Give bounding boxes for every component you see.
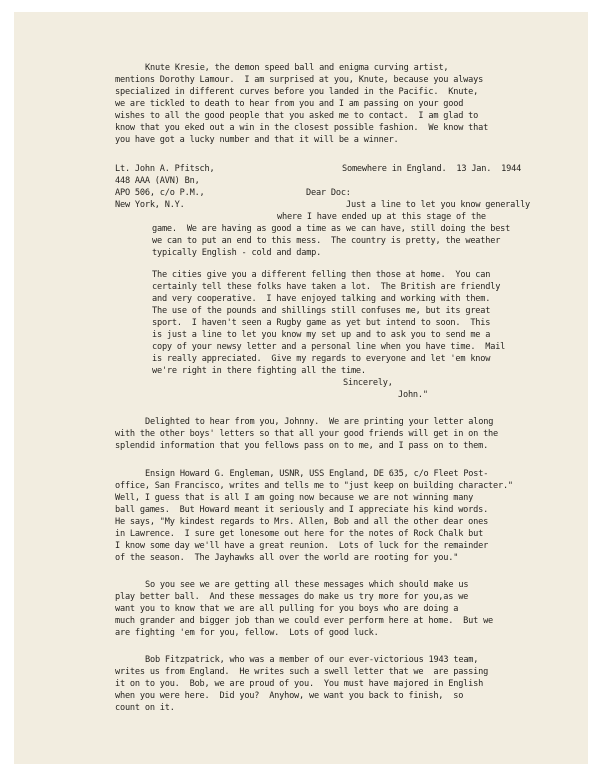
text-line: So you see we are getting all these messages which should make us bbox=[145, 580, 469, 590]
text-line: Bob Fitzpatrick, who was a member of our ever-victorious 1943 team, bbox=[145, 655, 479, 665]
text-line: play better ball. And these messages do make us try more for you,as we bbox=[115, 592, 469, 602]
closing: Sincerely, bbox=[343, 378, 393, 388]
text-line: count on it. bbox=[115, 703, 175, 713]
text-line: with the other boys' letters so that all your good friends will get in on the bbox=[115, 429, 498, 439]
text-line: I know some day we'll have a great reunion. Lots of luck for the remainder bbox=[115, 541, 489, 551]
text-line: is really appreciated. Give my regards to everyone and let 'em know bbox=[152, 354, 491, 364]
text-line: certainly tell these folks have taken a lot. The British are friendly bbox=[152, 282, 501, 292]
text-line: Delighted to hear from you, Johnny. We are printing your letter along bbox=[145, 417, 494, 427]
text-line: The cities give you a different felling then those at home. You can bbox=[152, 270, 491, 280]
text-line: wishes to all the good people that you asked me to contact. I am glad to bbox=[115, 111, 479, 121]
text-line: copy of your newsy letter and a personal line when you have time. Mail bbox=[152, 342, 506, 352]
text-line: and very cooperative. I have enjoyed talking and working with them. bbox=[152, 294, 491, 304]
text-line: we can to put an end to this mess. The country is pretty, the weather bbox=[152, 236, 501, 246]
text-line: are fighting 'em for you, fellow. Lots of good luck. bbox=[115, 628, 379, 638]
text-line: The use of the pounds and shillings still confuses me, but its great bbox=[152, 306, 491, 316]
text-line: writes us from England. He writes such a swell letter that we are passing bbox=[115, 667, 489, 677]
text-line: in Lawrence. I sure get lonesome out here for the notes of Rock Chalk but bbox=[115, 529, 484, 539]
text-line: is just a line to let you know my set up and to ask you to send me a bbox=[152, 330, 491, 340]
text-line: want you to know that we are all pulling for you boys who are doing a bbox=[115, 604, 459, 614]
letter-dateline: Somewhere in England. 13 Jan. 1944 bbox=[342, 164, 522, 174]
sender-address: APO 506, c/o P.M., bbox=[115, 188, 205, 198]
text-line: it on to you. Bob, we are proud of you. You must have majored in English bbox=[115, 679, 484, 689]
sender-name: Lt. John A. Pfitsch, bbox=[115, 164, 215, 174]
text-line: we are tickled to death to hear from you and I am passing on your good bbox=[115, 99, 464, 109]
salutation: Dear Doc: bbox=[306, 188, 351, 198]
sender-address: 448 AAA (AVN) Bn, bbox=[115, 176, 200, 186]
text-line: Knute Kresie, the demon speed ball and enigma curving artist, bbox=[145, 63, 449, 73]
text-line: we're right in there fighting all the time. bbox=[152, 366, 366, 376]
text-line: typically English - cold and damp. bbox=[152, 248, 322, 258]
text-line: mentions Dorothy Lamour. I am surprised at you, Knute, because you always bbox=[115, 75, 484, 85]
text-line: specialized in different curves before you landed in the Pacific. Knute, bbox=[115, 87, 479, 97]
text-line: Just a line to let you know generally bbox=[346, 200, 531, 210]
text-line: when you were here. Did you? Anyhow, we want you back to finish, so bbox=[115, 691, 464, 701]
text-line: Ensign Howard G. Engleman, USNR, USS England, DE 635, c/o Fleet Post- bbox=[145, 469, 489, 479]
text-line: you have got a lucky number and that it will be a winner. bbox=[115, 135, 399, 145]
text-line: sport. I haven't seen a Rugby game as yet but intend to soon. This bbox=[152, 318, 491, 328]
text-line: office, San Francisco, writes and tells me to "just keep on building character." bbox=[115, 481, 513, 491]
text-line: Well, I guess that is all I am going now because we are not winning many bbox=[115, 493, 474, 503]
text-line: know that you eked out a win in the closest possible fashion. We know that bbox=[115, 123, 489, 133]
text-line: splendid information that you fellows pass on to me, and I pass on to them. bbox=[115, 441, 489, 451]
text-line: He says, "My kindest regards to Mrs. Allen, Bob and all the other dear ones bbox=[115, 517, 489, 527]
text-line: much grander and bigger job than we could ever perform here at home. But we bbox=[115, 616, 494, 626]
text-line: of the season. The Jayhawks all over the world are rooting for you." bbox=[115, 553, 459, 563]
text-line: ball games. But Howard meant it seriously and I appreciate his kind words. bbox=[115, 505, 489, 515]
signature: John." bbox=[398, 390, 428, 400]
text-line: game. We are having as good a time as we can have, still doing the best bbox=[152, 224, 511, 234]
sender-address: New York, N.Y. bbox=[115, 200, 185, 210]
text-line: where I have ended up at this stage of the bbox=[277, 212, 486, 222]
